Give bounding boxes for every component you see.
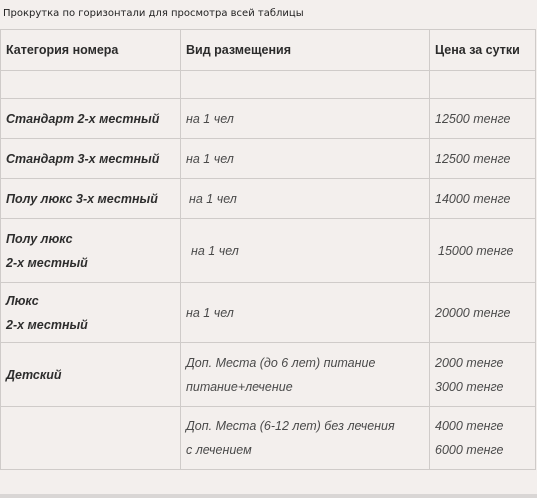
price-line: 6000 тенге: [435, 443, 504, 457]
room-category: Стандарт 2-х местный: [1, 99, 181, 139]
room-category: [1, 219, 181, 283]
table-cell: [430, 71, 536, 99]
price-per-day: 12500 тенге: [430, 139, 536, 179]
header-placement: Вид размещения: [181, 30, 430, 71]
price-line: 2000 тенге: [435, 355, 504, 370]
price-per-day: 20000 тенге: [430, 283, 536, 343]
price-per-day: [430, 343, 536, 407]
price-per-day: 15000 тенге: [430, 219, 536, 283]
room-category: [1, 407, 181, 470]
room-category-line: Люкс: [6, 293, 39, 308]
table-row-empty: [1, 71, 536, 99]
room-category-line: Полу люкс: [6, 231, 73, 246]
room-category: Стандарт 3-х местный: [1, 139, 181, 179]
table-row: [1, 343, 536, 407]
room-category-line: 2-х местный: [6, 317, 88, 332]
header-price: Цена за сутки: [430, 30, 536, 71]
table-row: [1, 99, 536, 139]
table-scroll-container[interactable]: [0, 29, 537, 498]
room-category: Детский: [1, 343, 181, 407]
price-per-day: 12500 тенге: [430, 99, 536, 139]
placement-line: Доп. Места (6-12 лет) без лечения: [186, 419, 395, 433]
placement-type: на 1 чел: [181, 219, 430, 283]
placement-type: [181, 343, 430, 407]
table-cell: [1, 71, 181, 99]
table-row: [1, 179, 536, 219]
header-category: Категория номера: [1, 30, 181, 71]
price-line: 4000 тенге: [435, 419, 504, 433]
table-row: [1, 139, 536, 179]
placement-line: с лечением: [186, 443, 252, 457]
table-row: [1, 283, 536, 343]
horizontal-scrollbar[interactable]: [0, 494, 537, 498]
price-per-day: 14000 тенге: [430, 179, 536, 219]
placement-type: на 1 чел: [181, 179, 430, 219]
table-row: [1, 219, 536, 283]
placement-type: [181, 407, 430, 470]
room-category: [1, 283, 181, 343]
price-line: 3000 тенге: [435, 379, 504, 394]
placement-type: на 1 чел: [181, 139, 430, 179]
price-per-day: [430, 407, 536, 470]
table-cell: [181, 71, 430, 99]
table-row: [1, 407, 536, 470]
scroll-hint: Прокрутка по горизонтали для просмотра всей таблицы: [3, 8, 304, 19]
placement-type: на 1 чел: [181, 99, 430, 139]
placement-line: питание+лечение: [186, 379, 293, 394]
room-category: Полу люкс 3-х местный: [1, 179, 181, 219]
room-category-line: 2-х местный: [6, 255, 88, 270]
placement-type: на 1 чел: [181, 283, 430, 343]
room-prices-table: [0, 29, 536, 470]
placement-line: Доп. Места (до 6 лет) питание: [186, 355, 376, 370]
table-header-row: [1, 30, 536, 71]
